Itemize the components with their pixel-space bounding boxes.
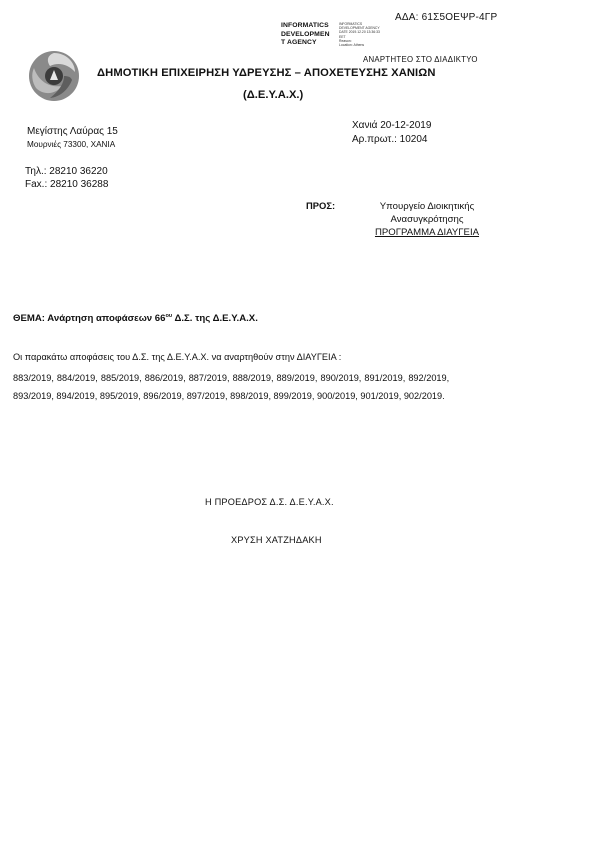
decisions-line: 883/2019, 884/2019, 885/2019, 886/2019, 887/2019, 888/2019, 889/2019, 890/2019, 891/2019, 892/2019,	[13, 373, 450, 383]
stamp-detail-line: DEVELOPMENT AGENCY	[339, 26, 380, 31]
stamp-agency-name	[281, 22, 330, 48]
digital-signature-stamp	[281, 22, 401, 56]
signature-title: Η ΠΡΟΕΔΡΟΣ Δ.Σ. Δ.Ε.Υ.Α.Χ.	[205, 497, 334, 507]
stamp-detail-line: Location: Athens	[339, 43, 365, 48]
recipient-program: ΠΡΟΓΡΑΜΜΑ ΔΙΑΥΓΕΙΑ	[374, 227, 480, 238]
recipient-block	[362, 200, 492, 239]
stamp-detail-line: EET	[339, 34, 346, 39]
decisions-line: 893/2019, 894/2019, 895/2019, 896/2019, 897/2019, 898/2019, 899/2019, 900/2019, 901/2019, 902/2019.	[13, 391, 445, 401]
recipient-label: ΠΡΟΣ:	[306, 200, 336, 211]
subject-prefix: ΘΕΜΑ: Ανάρτηση αποφάσεων 66	[13, 313, 166, 324]
subject-suffix: Δ.Σ. της Δ.Ε.Υ.Α.Χ.	[172, 313, 258, 324]
subject-line	[13, 313, 258, 324]
ada-code: ΑΔΑ: 61Σ5ΟΕΨΡ-4ΓΡ	[395, 12, 498, 23]
subject-ordinal: ου	[165, 313, 173, 319]
stamp-detail-line: INFORMATICS	[339, 22, 363, 26]
company-logo	[28, 50, 80, 102]
document-date: Χανιά 20-12-2019	[352, 120, 432, 131]
stamp-detail-line: Reason:	[339, 38, 352, 43]
telephone: Τηλ.: 28210 36220	[25, 166, 108, 177]
posted-online-note: ΑΝΑΡΤΗΤΕΟ ΣΤΟ ΔΙΑΔΙΚΤΥΟ	[363, 55, 478, 64]
address-street: Μεγίστης Λαύρας 15	[27, 126, 118, 137]
fax: Fax.: 28210 36288	[25, 179, 109, 190]
address-city: Μουρνιές 73300, ΧΑΝΙΑ	[27, 140, 116, 149]
intro-text: Οι παρακάτω αποφάσεις του Δ.Σ. της Δ.Ε.Υ.Α.Χ. να αναρτηθούν στην ΔΙΑΥΓΕΙΑ :	[13, 352, 342, 362]
logo-icon	[28, 50, 80, 102]
stamp-line: INFORMATICS	[281, 22, 329, 29]
stamp-line: T AGENCY	[281, 39, 317, 47]
recipient-line: Υπουργείο Διοικητικής	[379, 201, 475, 212]
organization-name: ΔΗΜΟΤΙΚΗ ΕΠΙΧΕΙΡΗΣΗ ΥΔΡΕΥΣΗΣ – ΑΠΟΧΕΤΕΥΣΗΣ ΧΑΝΙΩΝ	[97, 67, 436, 79]
recipient-line: Ανασυγκρότησης	[390, 214, 464, 225]
stamp-details	[339, 22, 380, 47]
stamp-line: DEVELOPMEN	[281, 30, 330, 38]
protocol-number: Αρ.πρωτ.: 10204	[352, 134, 428, 145]
organization-abbreviation: (Δ.Ε.Υ.Α.Χ.)	[243, 89, 304, 101]
signature-name: ΧΡΥΣΗ ΧΑΤΖΗΔΑΚΗ	[231, 535, 322, 545]
stamp-detail-line: DATE 2019.12.20 13:36:33	[339, 30, 380, 35]
